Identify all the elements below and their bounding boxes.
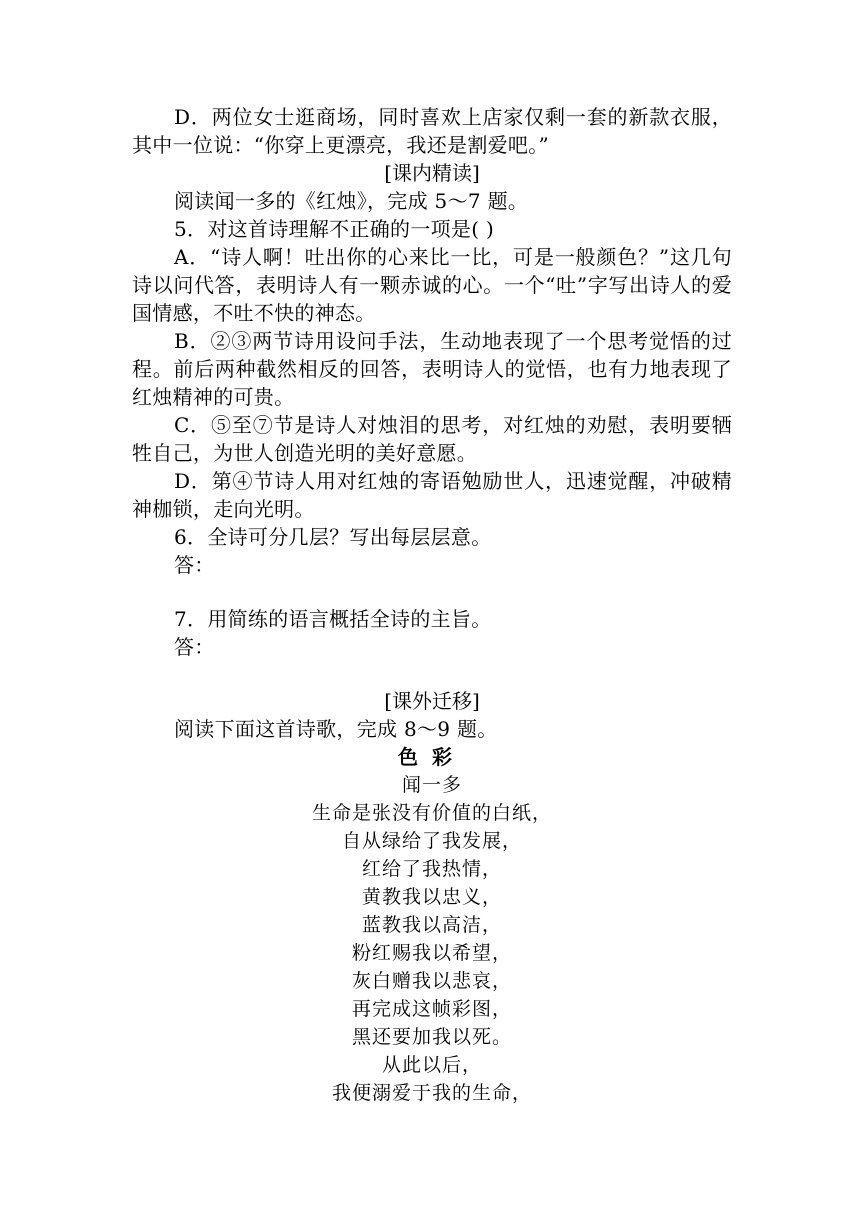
q5-option-c: C．⑤至⑦节是诗人对烛泪的思考，对红烛的劝慰，表明要牺牲自己，为世人创造光明的美好意愿。 [132, 413, 732, 465]
q5-stem: 5．对这首诗理解不正确的一项是( ) [174, 217, 495, 241]
poem-line: 从此以后， [381, 1054, 482, 1076]
q4-option-d: D．两位女士逛商场，同时喜欢上店家仅剩一套的新款衣服，其中一位说：“你穿上更漂亮，我还是割爱吧。” [132, 105, 732, 157]
extra-intro: 阅读下面这首诗歌，完成 8～9 题。 [174, 717, 498, 741]
q5-option-a: A．“诗人啊！吐出你的心来比一比，可是一般颜色？”这几句诗以问代答，表明诗人有一颗赤诚的心。一个“吐”字写出诗人的爱国情感，不吐不快的神态。 [132, 245, 732, 325]
poem-line: 粉红赐我以希望， [351, 942, 512, 964]
q6-stem: 6．全诗可分几层？写出每层层意。 [174, 525, 492, 549]
q7-stem: 7．用简练的语言概括全诗的主旨。 [174, 607, 492, 631]
poem-line: 我便溺爱于我的生命， [331, 1082, 532, 1104]
q6-answer-label: 答： [174, 553, 215, 577]
q7-answer-label: 答： [174, 635, 215, 659]
poem-line: 黑还要加我以死。 [351, 1026, 512, 1048]
poem-title: 色彩 [398, 745, 466, 769]
section-heading-in-class: [课内精读] [384, 161, 480, 185]
poem-line: 蓝教我以高洁， [361, 914, 502, 936]
poem-line: 自从绿给了我发展， [341, 830, 522, 852]
section-heading-extra: [课外迁移] [384, 689, 480, 713]
in-class-intro: 阅读闻一多的《红烛》，完成 5～7 题。 [174, 189, 529, 213]
poem-line: 生命是张没有价值的白纸， [311, 802, 552, 824]
poem-line: 黄教我以忠义， [361, 886, 502, 908]
q5-option-d: D．第④节诗人用对红烛的寄语勉励世人，迅速觉醒，冲破精神枷锁，走向光明。 [132, 469, 732, 521]
poem-line: 再完成这帧彩图， [351, 998, 512, 1020]
poem-author: 闻一多 [401, 774, 462, 796]
poem-line: 灰白赠我以悲哀， [351, 970, 512, 992]
poem-line: 红给了我热情， [361, 858, 502, 880]
q5-option-b: B．②③两节诗用设问手法，生动地表现了一个思考觉悟的过程。前后两种截然相反的回答，表明诗人的觉悟，也有力地表现了红烛精神的可贵。 [132, 329, 732, 409]
